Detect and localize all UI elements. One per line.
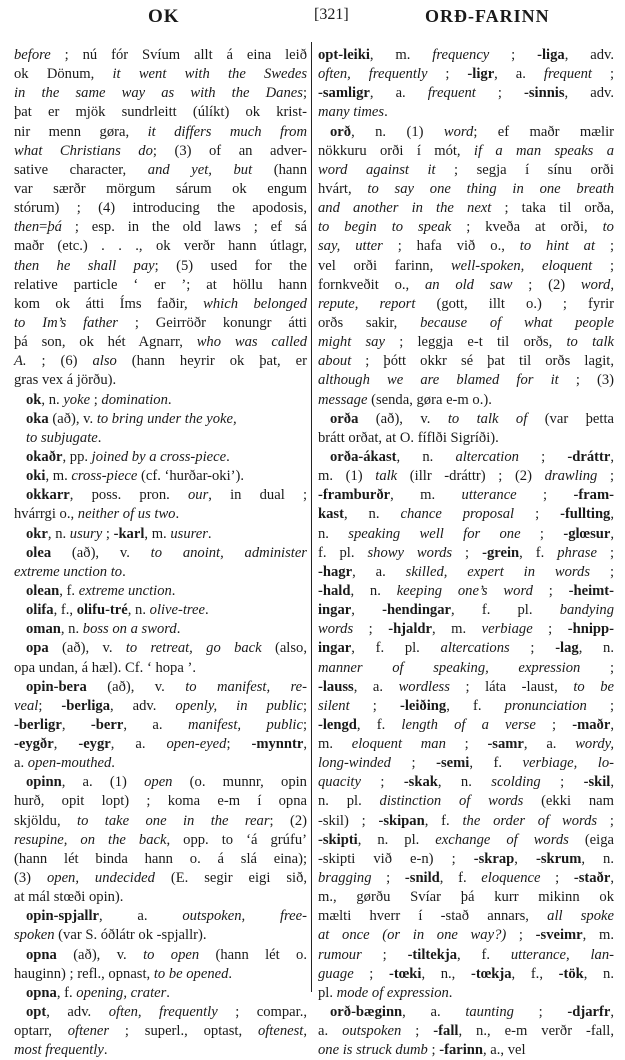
running-header [18,6,611,36]
right_column-line: n. pl. distinction of words (ekki nam [318,793,614,810]
left_column-line: to Im’s father ; Geirröðr konungr átti [14,314,307,331]
left_column-line: then he shall pay; (5) used for the [14,257,307,274]
left_column-line: what Christians do; (3) of an adver- [14,142,307,159]
left_column-line: var særðr mörgum sárum ok engum [14,180,307,197]
right_column-line: n. speaking well for one ; -glœsur, [318,525,615,542]
left_column-line: to subjugate. [26,429,102,446]
left_column-line: spoken (var S. óðlátr ok -spjallr). [14,927,207,944]
right_column-line: nökkuru orði í mót, if a man speaks a [318,142,614,159]
left_column-line: opna (að), v. to open (hann lét o. [26,946,307,963]
right_column-line: word against it ; segja í sínu orði [318,161,614,178]
right_column-line: manner of speaking, expression ; [318,659,614,676]
left_column-line: then=þá ; esp. in the old laws ; ef sá [14,219,307,236]
right_column-line: words ; -hjaldr, m. verbiage ; -hnipp- [318,621,614,638]
right_column-line: repute, report (gott, illt o.) ; fyrir [318,295,614,312]
left_column-line: (hann lét binda hann o. á slá eina); [14,850,307,867]
left_column-line: opin-spjallr, a. outspoken, free- [26,908,307,925]
right_column-line: -lengd, f. length of a verse ; -maðr, [318,716,614,733]
right_column-line: orða (að), v. to talk of (var þetta [330,410,614,427]
column-divider [311,42,312,992]
left_column-line: þat er mjök sundrleitt (úlíkt) ok krist- [14,104,307,121]
right_column-line: -skipti, n. pl. exchange of words (eiga [318,831,614,848]
right_column-line: to begin to speak ; kveða at orði, to [318,219,614,236]
left_column-line: extreme unction to. [14,563,126,580]
right_column-line: ingar, f. pl. altercations ; -lag, n. [318,640,614,657]
right_column-line: -framburðr, m. utterance ; -fram- [318,487,614,504]
right_column-line: fornkveðit o., an old saw ; (2) word, [318,276,614,293]
left_column-line: most frequently. [14,1042,108,1059]
right_column-line: -hagr, a. skilled, expert in words ; [318,563,614,580]
left_column-line: before ; nú fór Svíum allt á eina leið [14,47,307,63]
right_column-line: brátt orðat, at O. fíflði Sigríði). [318,429,499,446]
right_column-line: rumour ; -tiltekja, f. utterance, lan- [318,946,614,963]
left_column-line: a. open-mouthed. [14,755,115,772]
right_column-line: many times. [318,104,388,121]
left_column-line: opt, adv. often, frequently ; compar., [26,1004,308,1021]
right_column-line: one is struck dumb ; -farinn, a., vel [318,1042,526,1059]
left_column-line: opinn, a. (1) open (o. munnr, opin [26,774,307,791]
right_column-line: -skipti við e-n) ; -skrap, -skrum, n. [318,850,615,867]
right_column-line: at once (or in one way?) ; -sveimr, m. [318,927,614,944]
right_column-line: orð, n. (1) word; ef maðr mælir [330,123,614,140]
page-number: [321] [314,6,349,23]
right_column-line: might say ; leggja e-t til orðs, to talk [318,334,614,351]
left_column-line: þá son, ok hét Agnarr, who was called [14,334,307,351]
left_column-line: oka (að), v. to bring under the yoke, [26,410,237,427]
left_column-line: skjöldu, to take one in the rear; (2) [14,812,307,829]
right_column-line: and another in the next ; taka til orða, [318,200,615,217]
right_column-line: -lauss, a. wordless ; láta -laust, to be [318,678,614,695]
left_column-line: resupine, on the back, opp. to ‘á grúfu’ [14,831,307,848]
left_column-line: opa (að), v. to retreat, go back (also, [26,640,307,657]
right_column-line: kast, n. chance proposal ; -fullting, [318,506,615,523]
left_column-line: oki, m. cross-piece (cf. ‘hurðar-oki’). [26,468,245,485]
left_column-line: okaðr, pp. joined by a cross-piece. [26,448,230,465]
left_column-line: in the same way as with the Danes; [14,85,307,102]
left_column-line: optarr, oftener ; superl., optast, oftenest, [14,1023,307,1040]
left_column-line: ok Dönum, it went with the Swedes [14,66,307,83]
left_column-line: veal; -berliga, adv. openly, in public; [14,697,308,714]
left_column-line: nir menn gøra, it differs much from [14,123,307,140]
left_column-line: olifa, f., olifu-tré, n. olive-tree. [26,602,209,619]
right_column-line: a. outspoken ; -fall, n., e-m verðr -fall, [318,1023,614,1040]
right_column-line: about ; þótt okkr sé þat til orðs lagit, [318,353,614,370]
right_column-line: f. pl. showy words ; -grein, f. phrase ; [318,544,614,561]
left_column-line: opin-bera (að), v. to manifest, re- [26,678,307,695]
left_column-line: (3) open, undecided (E. segir eigi sið, [14,870,308,887]
right_column-line: m. eloquent man ; -samr, a. wordy, [318,736,614,753]
right_column-line: ingar, -hendingar, f. pl. bandying [318,602,615,619]
left_column-line: okr, n. usury ; -karl, m. usurer. [26,525,212,542]
left_column-line: maðr (etc.) . . ., ok verðr hann útlagr, [14,238,307,255]
right_column-line: message (senda, gøra e-m o.). [318,391,492,408]
left_column-line: kom ok átti Íms faðir, which belonged [14,295,307,312]
left_column-line: hurð, opit lopt) ; koma e-m í opna [14,793,307,810]
header-right-guideword: ORÐ-FARINN [425,6,550,26]
left_column-line: relative particle ‘ er ’; at höllu hann [14,276,307,293]
right_column-line: silent ; -leiðing, f. pronunciation ; [318,697,614,714]
left_column-line: okkarr, poss. pron. our, in dual ; [26,487,307,504]
right_column-line: pl. mode of expression. [318,984,453,1001]
left_column-line: olean, f. extreme unction. [26,582,176,599]
right_column-line: although we are blamed for it ; (3) [318,372,615,389]
right_column-line: -samligr, a. frequent ; -sinnis, adv. [318,85,615,102]
right_column-line: orða-ákast, n. altercation ; -dráttr, [330,448,614,465]
left_column-line: opa undan, á hæl). Cf. ‘ hopa ’. [14,659,196,676]
left_column-line: opna, f. opening, crater. [26,984,170,1001]
left_column-line: -eygðr, -eygr, a. open-eyed; -mynntr, [14,736,308,753]
left_column-line: A. ; (6) also (hann heyrir ok þat, er [14,353,307,370]
right_column-line: m., gørðu Svíar þá kurr mikinn ok [318,889,614,906]
right_column-line: long-winded ; -semi, f. verbiage, lo- [318,755,614,772]
left_column-line: hauginn) ; refl., opnast, to be opened. [14,965,233,982]
right_column-line: hvárt, to say one thing in one breath [318,180,614,197]
left_column-line: hvárrgi o., neither of us two. [14,506,180,523]
right_column-line: often, frequently ; -ligr, a. frequent ; [318,66,615,83]
left_column-line: at mál stœði opin). [14,889,124,906]
right_column-line: quacity ; -skak, n. scolding ; -skil, [318,774,614,791]
left_column-line: olea (að), v. to anoint, administer [26,544,307,561]
left-column [14,46,308,1059]
right_column-line: orð-bæginn, a. taunting ; -djarfr, [330,1004,614,1021]
right_column-line: guage ; -tœki, n., -tœkja, f., -tök, n. [318,965,614,982]
right-column [318,46,615,1059]
left_column-line: oman, n. boss on a sword. [26,621,181,638]
left_column-line: ok, n. yoke ; domination. [26,391,172,408]
right_column-line: bragging ; -snild, f. eloquence ; -staðr, [318,870,614,887]
left_column-line: sative character, and yet, but (hann [14,161,307,178]
right_column-line: say, utter ; hafa við o., to hint at ; [318,238,615,255]
right_column-line: m. (1) talk (illr -dráttr) ; (2) drawling ; [318,468,614,485]
right_column-line: mælti hverr í -stað annars, all spoke [318,908,614,925]
right_column-line: opt-leiki, m. frequency ; -liga, adv. [318,47,614,63]
right_column-line: vel orði farinn, well-spoken, eloquent ; [318,257,615,274]
left_column-line: gras vex á jörðu). [14,372,117,389]
right_column-line: -hald, n. keeping one’s word ; -heimt- [318,582,614,599]
right_column-line: orðs sakir, because of what people [318,314,614,331]
left_column-line: stórum) ; (4) introducing the apodosis, [14,200,307,217]
right_column-line: -skil) ; -skipan, f. the order of words ; [318,812,614,829]
left_column-line: -berligr, -berr, a. manifest, public; [14,716,308,733]
header-left-guideword: OK [148,6,180,27]
